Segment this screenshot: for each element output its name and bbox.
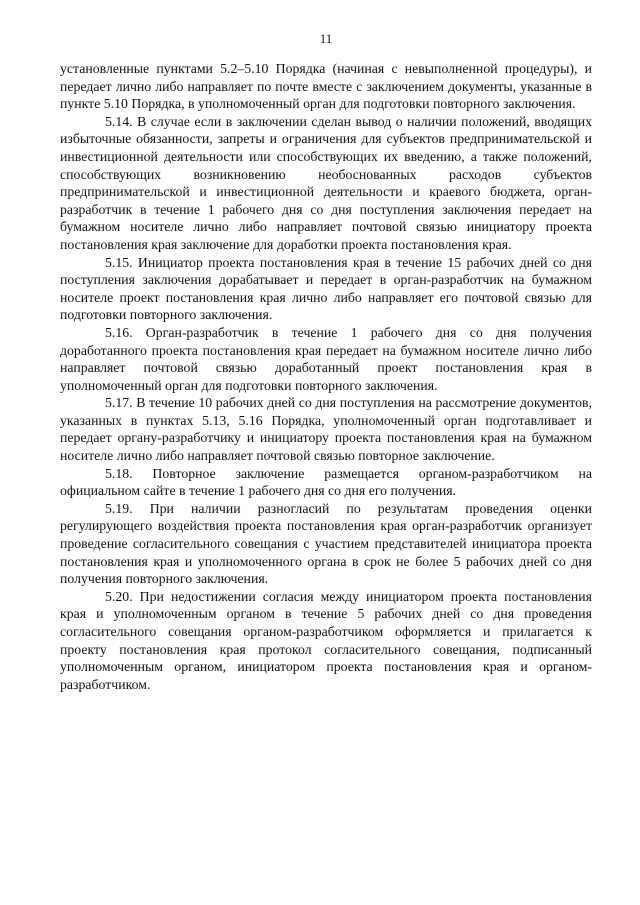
paragraph-5-15: 5.15. Инициатор проекта постановления края в течение 15 рабочих дней со дня поступления заключения дорабатывает и передает в орган-разработчик на бумажном носителе проект постановления края лично либо направляет его почтовой связью для подготовки повторного заключения. — [60, 254, 592, 323]
paragraph-5-14: 5.14. В случае если в заключении сделан вывод о наличии положений, вводящих избыточные обязанности, запреты и ограничения для субъектов предпринимательской и инвестиционной деятельности или способствующих их введению, а также положений, способствующих возникновению необоснованных расходов субъектов предпринимательской и инвестиционной деятельности и краевого бюджета, орган-разработчик в течение 1 рабочего дня со дня поступления заключения передает на бумажном носителе лично либо направляет почтовой связью инициатору проекта постановления края заключение для доработки проекта постановления края. — [60, 113, 592, 252]
paragraph-5-19: 5.19. При наличии разногласий по результатам проведения оценки регулирующего воздействия проекта постановления края орган-разработчик организует проведение согласительного совещания с участием представителей инициатора проекта постановления края и уполномоченного органа в срок не более 5 рабочих дней со дня получения повторного заключения. — [60, 500, 592, 587]
paragraph-continuation: установленные пунктами 5.2–5.10 Порядка (начиная с невыполненной процедуры), и передает лично либо направляет по почте вместе с заключением документы, указанные в пункте 5.10 Порядка, в уполномоченный орган для подготовки повторного заключения. — [60, 61, 592, 112]
paragraph-5-20: 5.20. При недостижении согласия между инициатором проекта постановления края и уполномоченным органом в течение 5 рабочих дней со дня проведения согласительного совещания органом-разработчиком оформляется и прилагается к проекту постановления края протокол согласительного совещания, подписанный уполномоченным органом, инициатором проекта постановления края и органом-разработчиком. — [60, 588, 592, 692]
paragraph-5-16: 5.16. Орган-разработчик в течение 1 рабочего дня со дня получения доработанного проекта постановления края передает на бумажном носителе лично либо направляет почтовой связью доработанный проект постановления края в уполномоченный орган для подготовки повторного заключения. — [60, 324, 592, 393]
paragraph-5-17: 5.17. В течение 10 рабочих дней со дня поступления на рассмотрение документов, указанных в пунктах 5.13, 5.16 Порядка, уполномоченный орган подготавливает и передает органу-разработчику и инициатору проекта постановления края на бумажном носителе лично либо направляет почтовой связью повторное заключение. — [60, 395, 592, 464]
page-number: 11 — [319, 31, 333, 46]
document-page — [60, 30, 592, 693]
paragraph-5-18: 5.18. Повторное заключение размещается органом-разработчиком на официальном сайте в течение 1 рабочего дня со дня его получения. — [60, 465, 592, 499]
